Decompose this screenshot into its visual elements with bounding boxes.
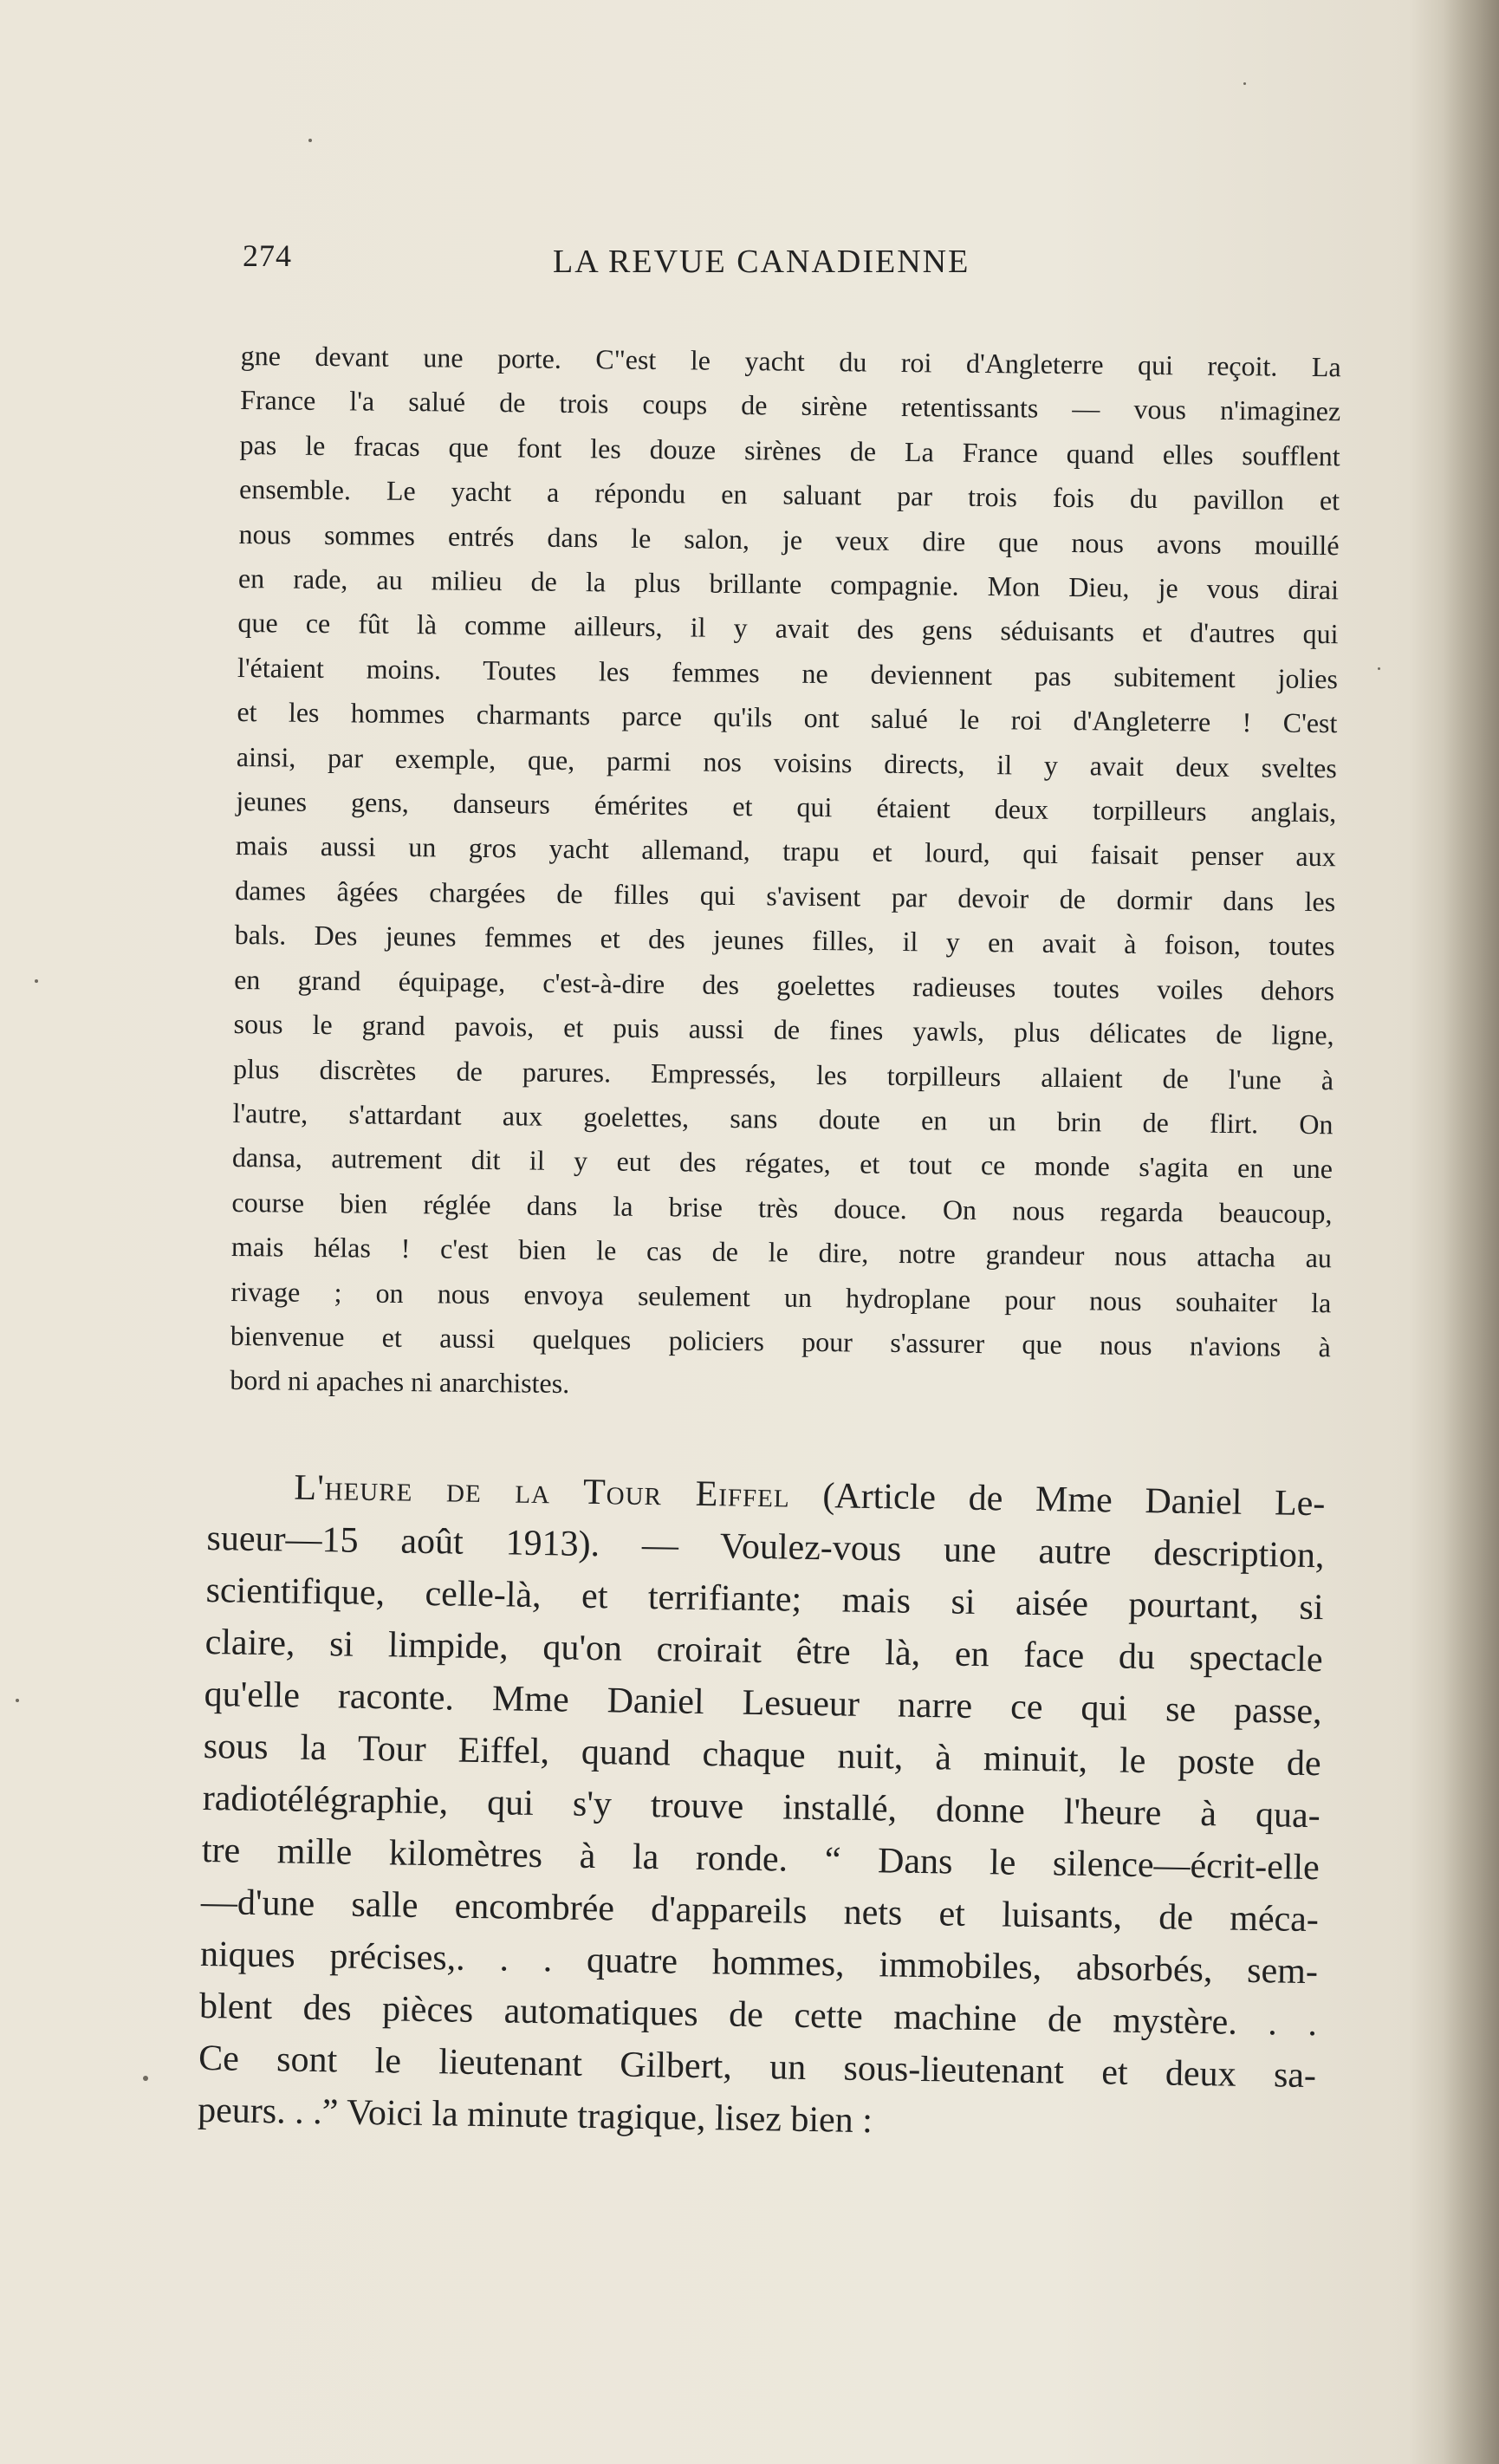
text-line: France l'a salué de trois coups de sirène retentissants — vous n'imaginez <box>240 384 1341 427</box>
section-title: L'heure de la Tour Eiffel <box>294 1467 791 1516</box>
text-line: sous le grand pavois, et puis aussi de fines yawls, plus délicates de ligne, <box>233 1008 1334 1051</box>
section-eiffel-tower <box>198 1460 1326 2154</box>
paper-speck <box>308 139 312 142</box>
text-line: claire, si limpide, qu'on croirait être là, en face du spectacle <box>204 1622 1323 1681</box>
text-line: bals. Des jeunes femmes et des jeunes filles, il y en avait à foison, toutes <box>234 919 1335 962</box>
running-head: LA REVUE CANADIENNE <box>553 244 970 280</box>
text-line: blent des pièces automatiques de cette machine de mystère. . . <box>198 1986 1318 2045</box>
text-line: scientifique, celle-là, et terrifiante; mais si aisée pourtant, si <box>205 1570 1324 1629</box>
text-line: Ce sont le lieutenant Gilbert, un sous-lieutenant et deux sa- <box>198 2038 1317 2097</box>
page-number: 274 <box>243 238 292 273</box>
text-line: peurs. . .” Voici la minute tragique, lisez bien : <box>197 2090 873 2142</box>
text-line: ensemble. Le yacht a répondu en saluant par trois fois du pavillon et <box>238 473 1340 517</box>
text-line: que ce fût là comme ailleurs, il y avait des gens séduisants et d'autres qui <box>237 607 1339 650</box>
text-line: mais hélas ! c'est bien le cas de le dire, notre grandeur nous attacha au <box>230 1231 1333 1274</box>
text-line: bienvenue et aussi quelques policiers pour s'assurer que nous n'avions à <box>230 1319 1332 1363</box>
text-line: tre mille kilomètres à la ronde. “ Dans le silence—écrit-elle <box>201 1830 1321 1889</box>
text-line: dansa, autrement dit il y eut des régates, et tout ce monde s'agita en une <box>231 1141 1334 1185</box>
paper-speck <box>16 1699 19 1702</box>
text-line: qu'elle raconte. Mme Daniel Lesueur narre ce qui se passe, <box>204 1674 1322 1733</box>
text-line: sous la Tour Eiffel, quand chaque nuit, à minuit, le poste de <box>203 1726 1322 1785</box>
text-line: mais aussi un gros yacht allemand, trapu et lourd, qui faisait penser aux <box>235 829 1336 873</box>
paragraph-continued <box>230 334 1341 1414</box>
text-line: sueur—15 août 1913). — Voulez-vous une autre description, <box>206 1518 1325 1577</box>
text-line: radiotélégraphie, qui s'y trouve installé, donne l'heure à qua- <box>202 1778 1321 1837</box>
text-line: bord ni apaches ni anarchistes. <box>230 1364 570 1400</box>
text-line: en grand équipage, c'est-à-dire des goelettes radieuses toutes voiles dehors <box>234 963 1335 1006</box>
paper-speck <box>143 2076 148 2081</box>
text-line: l'étaient moins. Toutes les femmes ne deviennent pas subitement jolies <box>237 651 1339 695</box>
text-line: et les hommes charmants parce qu'ils ont salué le roi d'Angleterre ! C'est <box>237 696 1338 739</box>
text-line: —d'une salle encombrée d'appareils nets et luisants, de méca- <box>200 1882 1320 1941</box>
page-edge-shadow <box>1444 0 1499 2464</box>
text-line: course bien réglée dans la brise très douce. On nous regarda beaucoup, <box>231 1186 1333 1229</box>
text-line: nous sommes entrés dans le salon, je veux dire que nous avons mouillé <box>238 517 1340 561</box>
text-line: dames âgées chargées de filles qui s'avisent par devoir de dormir dans les <box>235 874 1336 918</box>
text-line: plus discrètes de parures. Empressés, les torpilleurs allaient de l'une à <box>232 1052 1334 1095</box>
text-line: l'autre, s'attardant aux goelettes, sans doute en un brin de flirt. On <box>232 1096 1334 1141</box>
paper-speck <box>35 979 38 983</box>
text-line: pas le fracas que font les douze sirènes de La France quand elles soufflent <box>239 428 1340 472</box>
text-line: rivage ; on nous envoya seulement un hydroplane pour nous souhaiter la <box>230 1275 1332 1318</box>
text-line: ainsi, par exemple, que, parmi nos voisins directs, il y avait deux sveltes <box>236 740 1338 783</box>
paper-speck <box>1378 667 1380 670</box>
text-line: en rade, au milieu de la plus brillante compagnie. Mon Dieu, je vous dirai <box>237 562 1340 606</box>
section-title-rest: (Article de Mme Daniel Le- <box>789 1475 1326 1525</box>
text-line: niques précises,. . . quatre hommes, immobiles, absorbés, sem- <box>199 1934 1319 1993</box>
text-line: jeunes gens, danseurs émérites et qui étaient deux torpilleurs anglais, <box>236 785 1337 829</box>
text-line: gne devant une porte. C"est le yacht du roi d'Angleterre qui reçoit. La <box>240 339 1341 383</box>
paper-speck <box>1243 82 1246 85</box>
page-header <box>243 232 1057 284</box>
